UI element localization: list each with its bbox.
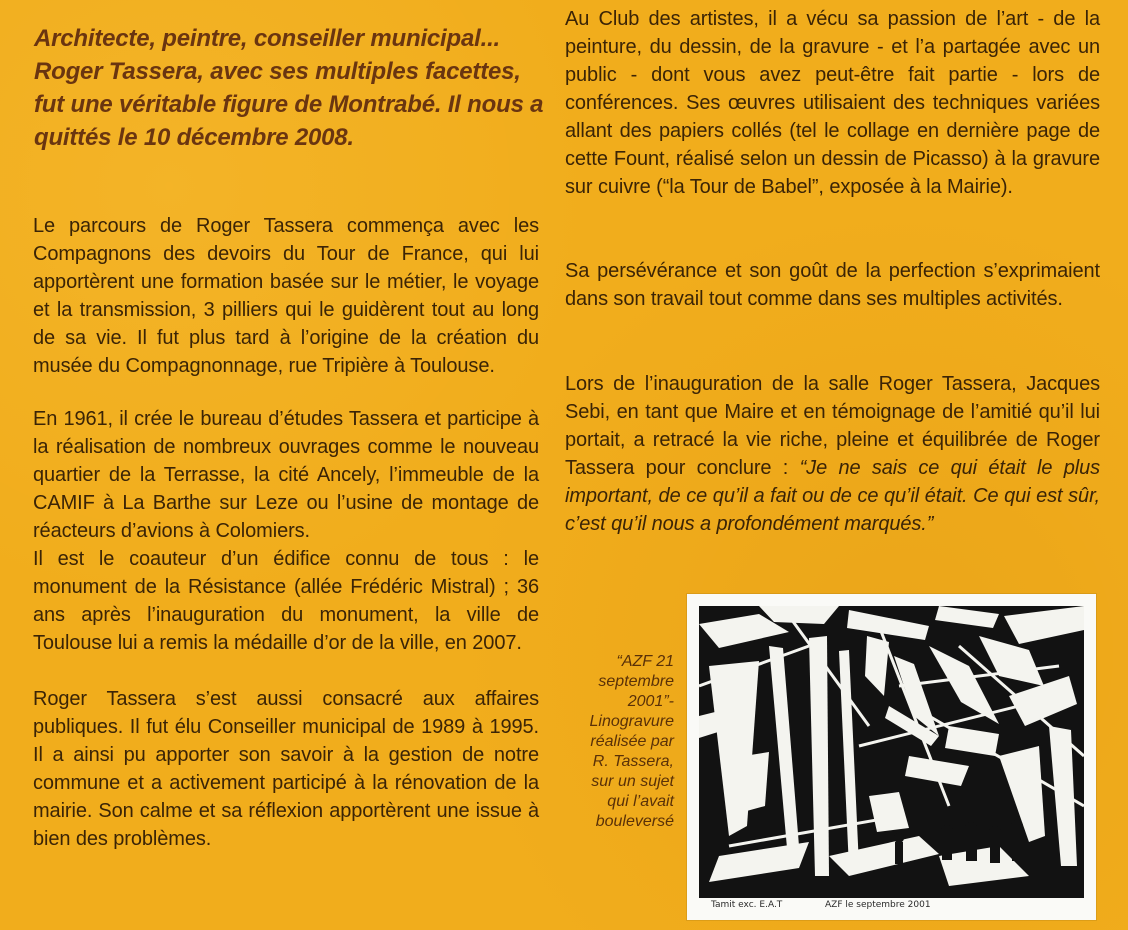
- artwork-signature-title: AZF le septembre 2001: [825, 900, 931, 910]
- artwork-caption: “AZF 21 septembre 2001”- Linogravure réalisée par R. Tassera, sur un sujet qui l’avait bouleversé: [589, 653, 674, 830]
- artwork-linocut: [687, 594, 1096, 920]
- paragraph-inauguration: [565, 370, 1100, 538]
- artwork-signature-left: Tamit exc. E.A.T: [711, 900, 783, 910]
- intro-heading: Architecte, peintre, conseiller municipal... Roger Tassera, avec ses multiples facettes, fut une véritable figure de Montrabé. Il nous a quittés le 10 décembre 2008.: [34, 25, 544, 151]
- inauguration-quote: “Je ne sais ce qui était le plus important, de ce qu’il a fait ou de ce qu’il était. Ce qui est sûr, c’est qu’il nous a profondément marqués.”: [565, 457, 1100, 535]
- linocut-illustration: [699, 606, 1084, 898]
- paragraph-perseverance: Sa persévérance et son goût de la perfection s’exprimaient dans son travail tout comme dans ses multiples activités.: [565, 260, 1100, 310]
- paragraph-career: Le parcours de Roger Tassera commença avec les Compagnons des devoirs du Tour de France, qui lui apportèrent une formation basée sur le métier, le voyage et la transmission, 3 pilliers qui le guidèrent tout au long de sa vie. Il fut plus tard à l’origine de la création du musée du Compagnonnage, rue Tripière à Toulouse.: [33, 215, 539, 377]
- inauguration-text: Lors de l’inauguration de la salle Roger Tassera, Jacques Sebi, en tant que Maire et en témoignage de l’amitié qu’il lui portait, a retracé la vie riche, pleine et équilibrée de Roger Tassera pour conclure :: [565, 373, 1100, 479]
- artwork-image: [699, 606, 1084, 898]
- paragraph-works-a: En 1961, il crée le bureau d’études Tassera et participe à la réalisation de nombreux ouvrages comme le nouveau quartier de la Terrasse, la cité Ancely, l’immeuble de la CAMIF à La Barthe sur Leze ou l’usine de montage de réacteurs d’avions à Colomiers.: [33, 408, 539, 542]
- paragraph-works: [33, 405, 539, 657]
- paragraph-art-club: Au Club des artistes, il a vécu sa passion de l’art - de la peinture, du dessin, de la gravure - et l’a partagée avec un public - dont vous avez peut-être fait partie - lors de conférences. Ses œuvres utilisaient des techniques variées allant des papiers collés (tel le collage en dernière page de cette Fount, réalisé selon un dessin de Picasso) à la gravure sur cuivre (“la Tour de Babel”, exposée à la Mairie).: [565, 8, 1100, 198]
- paragraph-works-b: Il est le coauteur d’un édifice connu de tous : le monument de la Résistance (allée Frédéric Mistral) ; 36 ans après l’inauguration du monument, la ville de Toulouse lui a remis la médaille d’or de la ville, en 2007.: [33, 548, 539, 654]
- paragraph-public-affairs: Roger Tassera s’est aussi consacré aux affaires publiques. Il fut élu Conseiller municipal de 1989 à 1995. Il a ainsi pu apporter son savoir à la gestion de notre commune et a activement participé à la rénovation de la mairie. Son calme et sa réflexion apportèrent une issue à bien des problèmes.: [33, 688, 539, 850]
